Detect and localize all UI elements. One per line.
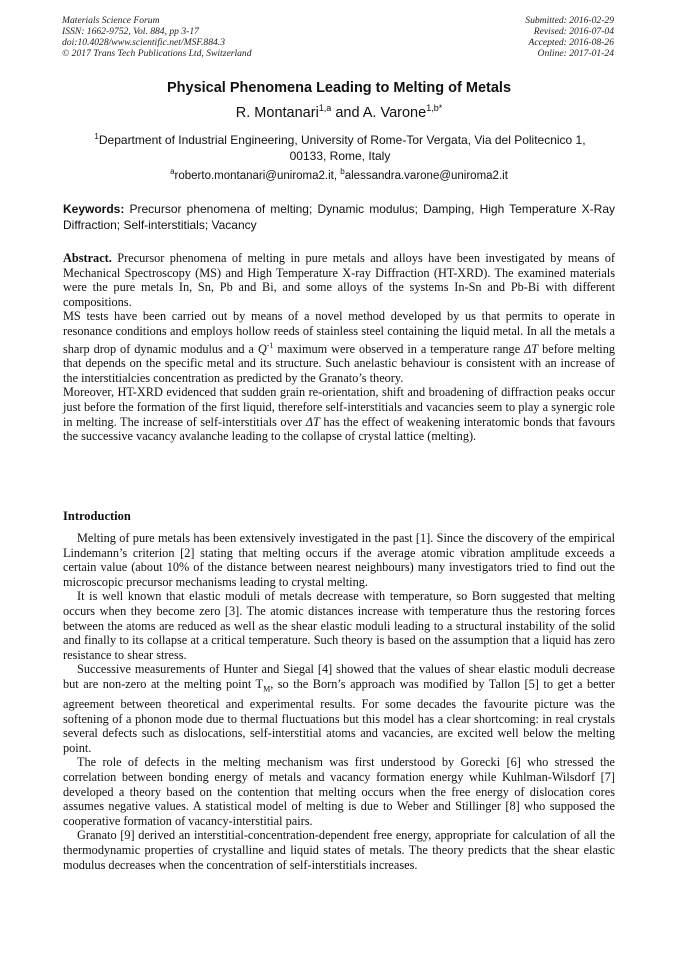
email-link[interactable]: alessandra.varone@uniroma2.it	[344, 169, 508, 182]
delta-t-symbol: ΔT	[305, 414, 320, 429]
journal-header	[62, 15, 252, 59]
online-date: Online: 2017-01-24	[537, 48, 614, 59]
abstract-paragraph	[63, 309, 615, 385]
dates-header	[525, 15, 614, 59]
submitted-date: Submitted: 2016-02-29	[525, 15, 614, 26]
author-name: A. Varone	[362, 104, 427, 121]
introduction-heading: Introduction	[63, 509, 131, 523]
body-paragraph: It is well known that elastic moduli of metals decrease with temperature, so Born suggested that melting occurs when they become zero [3]. The atomic distances increase with temperature thus the restoring forces between the atoms are reduced as well as the shear elastic moduli leading to a structural instability of the solid and finally to its collapse at a critical temperature. Such theory is based on the assumption that a liquid has zero resistance to shear stress.	[63, 589, 615, 662]
accepted-date: Accepted: 2016-08-26	[528, 37, 614, 48]
abstract-text: has the effect of weakening interatomic bonds that favours the successive vacancy avalanche leading to the collapse of crystal lattice (melting).	[63, 414, 615, 444]
abstract-section	[63, 251, 615, 444]
doi-line[interactable]: doi:10.4028/www.scientific.net/MSF.884.3	[62, 37, 225, 48]
author-conjunction: and	[331, 104, 363, 121]
body-paragraph: Granato [9] derived an interstitial-concentration-dependent free energy, appropriate for calculation of all the thermodynamic properties of crystalline and liquid states of metals. The theory predicts that the shear elastic modulus decreases when the concentration of self-interstitials increases.	[63, 828, 615, 872]
email-superscript: a	[170, 167, 175, 176]
email-superscript: b	[340, 167, 345, 176]
keywords-text: Precursor phenomena of melting; Dynamic modulus; Damping, High Temperature X-Ray Diffraction; Self-interstitials; Vacancy	[63, 202, 615, 232]
issn-line: ISSN: 1662-9752, Vol. 884, pp 3-17	[62, 26, 199, 37]
journal-name: Materials Science Forum	[62, 15, 160, 26]
keywords-label: Keywords:	[63, 202, 125, 216]
abstract-paragraph	[63, 385, 615, 443]
body-paragraph: Melting of pure metals has been extensively investigated in the past [1]. Since the discovery of the empirical Lindemann’s criterion [2] stating that melting occurs if the average atomic vibration amplitude exceeds a certain value (about 10% of the distance between nearest neighbours) many investigators tried to find out the microscopic precursor mechanisms leading to crystal melting.	[63, 531, 615, 589]
copyright-line: © 2017 Trans Tech Publications Ltd, Switzerland	[62, 48, 252, 59]
q-symbol: Q	[257, 341, 267, 356]
affiliation-text: Department of Industrial Engineering, University of Rome-Tor Vergata, Via del Politecnico 1, 00133, Rome, Italy	[98, 133, 586, 163]
affiliation	[80, 129, 600, 164]
q-superscript: -1	[266, 340, 274, 350]
abstract-paragraph	[63, 251, 615, 309]
abstract-label: Abstract.	[63, 251, 112, 265]
body-paragraph	[63, 662, 615, 755]
body-text: Successive measurements of Hunter and Siegal [4] showed that the values of shear elastic moduli decrease but are non-zero at the melting point T	[63, 662, 615, 691]
email-link[interactable]: roberto.montanari@uniroma2.it,	[174, 169, 341, 182]
author-line	[0, 103, 678, 121]
author-superscript: 1,a	[318, 103, 332, 113]
abstract-text: Moreover, HT-XRD evidenced that sudden grain re-orientation, shift and broadening of diffraction peaks occur just before the formation of the first liquid, therefore self-interstitials and vacancies seem to play a synergic role in melting. The increase of self-interstitials over	[63, 385, 615, 429]
body-text: , so the Born’s approach was modified by Tallon [5] to get a better agreement between theoretical and experimental results. For some decades the favourite picture was the softening of a phonon mode due to thermal fluctuations but this model has a clear shortcoming: in real crystals several defects such as dislocations, self-interstitial atoms and vacancies, are excited well below the melting point.	[63, 676, 615, 755]
body-paragraph: The role of defects in the melting mechanism was first understood by Gorecki [6] who stressed the correlation between bonding energy of metals and vacancy formation energy while Kuhlman-Wilsdorf [7] developed a theory based on the contention that melting occurs when the free energy of dislocation cores assumes negative values. A statistical model of melting is due to Weber and Stillinger [8] who supposed the cooperative formation of vacancy-interstitial pairs.	[63, 755, 615, 828]
affiliation-superscript: 1	[94, 132, 99, 141]
author-superscript: 1,b*	[426, 103, 443, 113]
melting-point-subscript: M	[263, 684, 271, 694]
revised-date: Revised: 2016-07-04	[533, 26, 614, 37]
keywords-section	[63, 201, 615, 233]
abstract-text: before melting that depends on the specific metal and its structure. Such anelastic behaviour is consistent with an increase of the interstitialcies concentration as predicted by the Granato’s theory.	[63, 341, 615, 385]
delta-t-symbol: ΔT	[524, 341, 539, 356]
abstract-text: Precursor phenomena of melting in pure metals and alloys have been investigated by means of Mechanical Spectroscopy (MS) and High Temperature X-ray Diffraction (HT-XRD). The examined materials were the pure metals In, Sn, Pb and Bi, and some alloys of the systems In-Sn and Pb-Bi with different compositions.	[63, 251, 615, 309]
author-name: R. Montanari	[235, 104, 319, 121]
abstract-text: MS tests have been carried out by means of a novel method developed by us that permits to operate in resonance conditions and employs hollow reeds of stainless steel containing the liquid metal. In all the metals a sharp drop of dynamic modulus and a	[63, 309, 615, 356]
paper-title: Physical Phenomena Leading to Melting of Metals	[166, 80, 512, 96]
author-emails	[0, 167, 678, 182]
introduction-section	[63, 531, 615, 872]
abstract-text: maximum were observed in a temperature range	[273, 341, 525, 356]
